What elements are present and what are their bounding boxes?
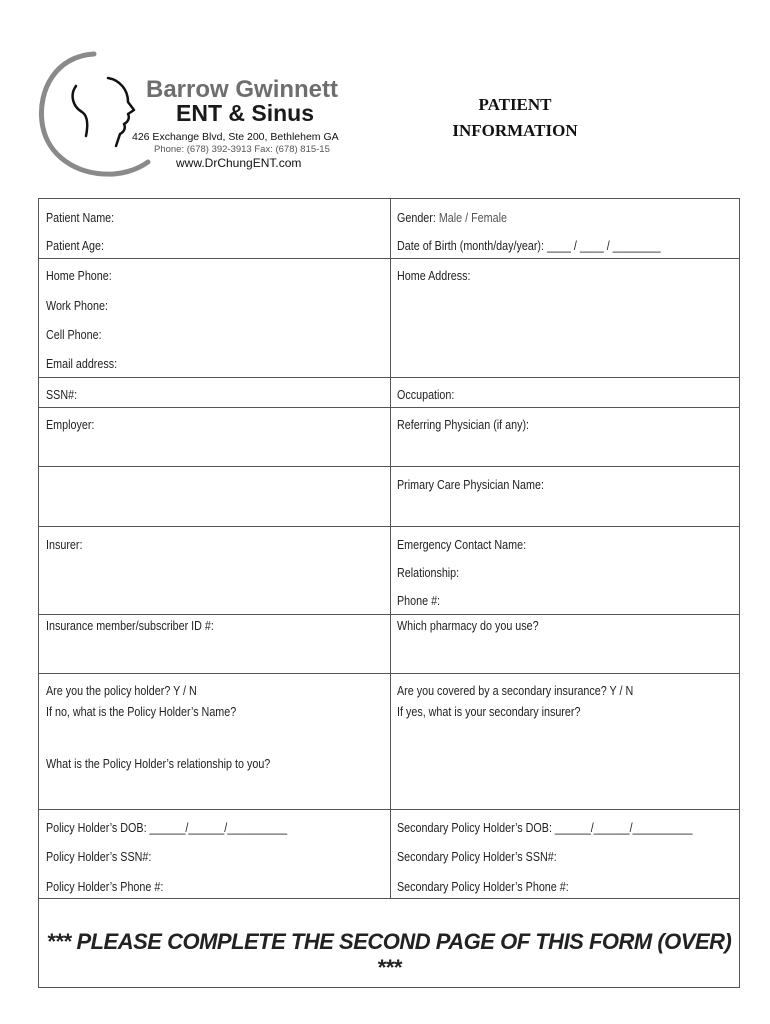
insurer-field[interactable]: Insurer: (46, 538, 83, 552)
home-phone-field[interactable]: Home Phone: (46, 269, 112, 283)
row-divider (39, 898, 739, 899)
logo-practice-subname: ENT & Sinus (176, 100, 315, 126)
relationship-field[interactable]: Relationship: (397, 566, 460, 580)
work-phone-field[interactable]: Work Phone: (46, 299, 108, 313)
row-divider (39, 377, 739, 378)
emergency-phone-field[interactable]: Phone #: (397, 594, 441, 608)
secondary-insurer-field[interactable]: If yes, what is your secondary insurer? (397, 705, 581, 719)
member-id-field[interactable]: Insurance member/subscriber ID #: (46, 619, 214, 633)
secondary-insurance-question[interactable]: Are you covered by a secondary insurance? Y / N (397, 684, 634, 698)
logo-address: 426 Exchange Blvd, Ste 200, Bethlehem GA (132, 131, 339, 143)
row-divider (39, 407, 739, 408)
secondary-holder-phone-field[interactable]: Secondary Policy Holder’s Phone #: (397, 880, 569, 894)
ssn-field[interactable]: SSN#: (46, 388, 78, 402)
cell-phone-field[interactable]: Cell Phone: (46, 328, 102, 342)
policy-holder-phone-field[interactable]: Policy Holder’s Phone #: (46, 880, 164, 894)
gender-field[interactable] (397, 211, 507, 225)
home-address-field[interactable]: Home Address: (397, 269, 471, 283)
pharmacy-field[interactable]: Which pharmacy do you use? (397, 619, 539, 633)
row-divider (39, 673, 739, 674)
column-divider (390, 199, 391, 898)
gender-options[interactable]: Male / Female (438, 211, 507, 225)
emergency-contact-field[interactable]: Emergency Contact Name: (397, 538, 527, 552)
logo-practice-name: Barrow Gwinnett (146, 76, 339, 103)
policy-holder-name-field[interactable]: If no, what is the Policy Holder’s Name? (46, 705, 237, 719)
policy-holder-dob-field[interactable]: Policy Holder’s DOB: ______/______/__________ (46, 821, 288, 835)
policy-holder-ssn-field[interactable]: Policy Holder’s SSN#: (46, 850, 152, 864)
row-divider (39, 809, 739, 810)
secondary-holder-ssn-field[interactable]: Secondary Policy Holder’s SSN#: (397, 850, 557, 864)
secondary-holder-dob-field[interactable]: Secondary Policy Holder’s DOB: ______/______/__________ (397, 821, 693, 835)
patient-name-field[interactable]: Patient Name: (46, 211, 115, 225)
occupation-field[interactable]: Occupation: (397, 388, 455, 402)
row-divider (39, 614, 739, 615)
row-divider (39, 526, 739, 527)
referring-physician-field[interactable]: Referring Physician (if any): (397, 418, 530, 432)
logo-website[interactable]: www.DrChungENT.com (176, 156, 302, 170)
date-of-birth-field[interactable]: Date of Birth (month/day/year): ____ / ____ / ________ (397, 239, 661, 253)
policy-holder-relationship-field[interactable]: What is the Policy Holder’s relationship to you? (46, 757, 271, 771)
title-line-2: INFORMATION (452, 121, 578, 140)
employer-field[interactable]: Employer: (46, 418, 95, 432)
row-divider (39, 466, 739, 467)
email-field[interactable]: Email address: (46, 357, 118, 371)
head-profile-logo-icon (36, 50, 156, 180)
title-line-1: PATIENT (478, 95, 552, 114)
patient-age-field[interactable]: Patient Age: (46, 239, 104, 253)
page-title (430, 92, 600, 144)
row-divider (39, 258, 739, 259)
patient-information-form (38, 198, 740, 988)
gender-label: Gender: (397, 211, 436, 225)
policy-holder-question[interactable]: Are you the policy holder? Y / N (46, 684, 197, 698)
second-page-notice: *** PLEASE COMPLETE THE SECOND PAGE OF THIS FORM (OVER) *** (46, 929, 732, 980)
primary-care-physician-field[interactable]: Primary Care Physician Name: (397, 478, 544, 492)
practice-logo (36, 50, 351, 180)
logo-phone: Phone: (678) 392-3913 Fax: (678) 815-15 (154, 144, 330, 155)
